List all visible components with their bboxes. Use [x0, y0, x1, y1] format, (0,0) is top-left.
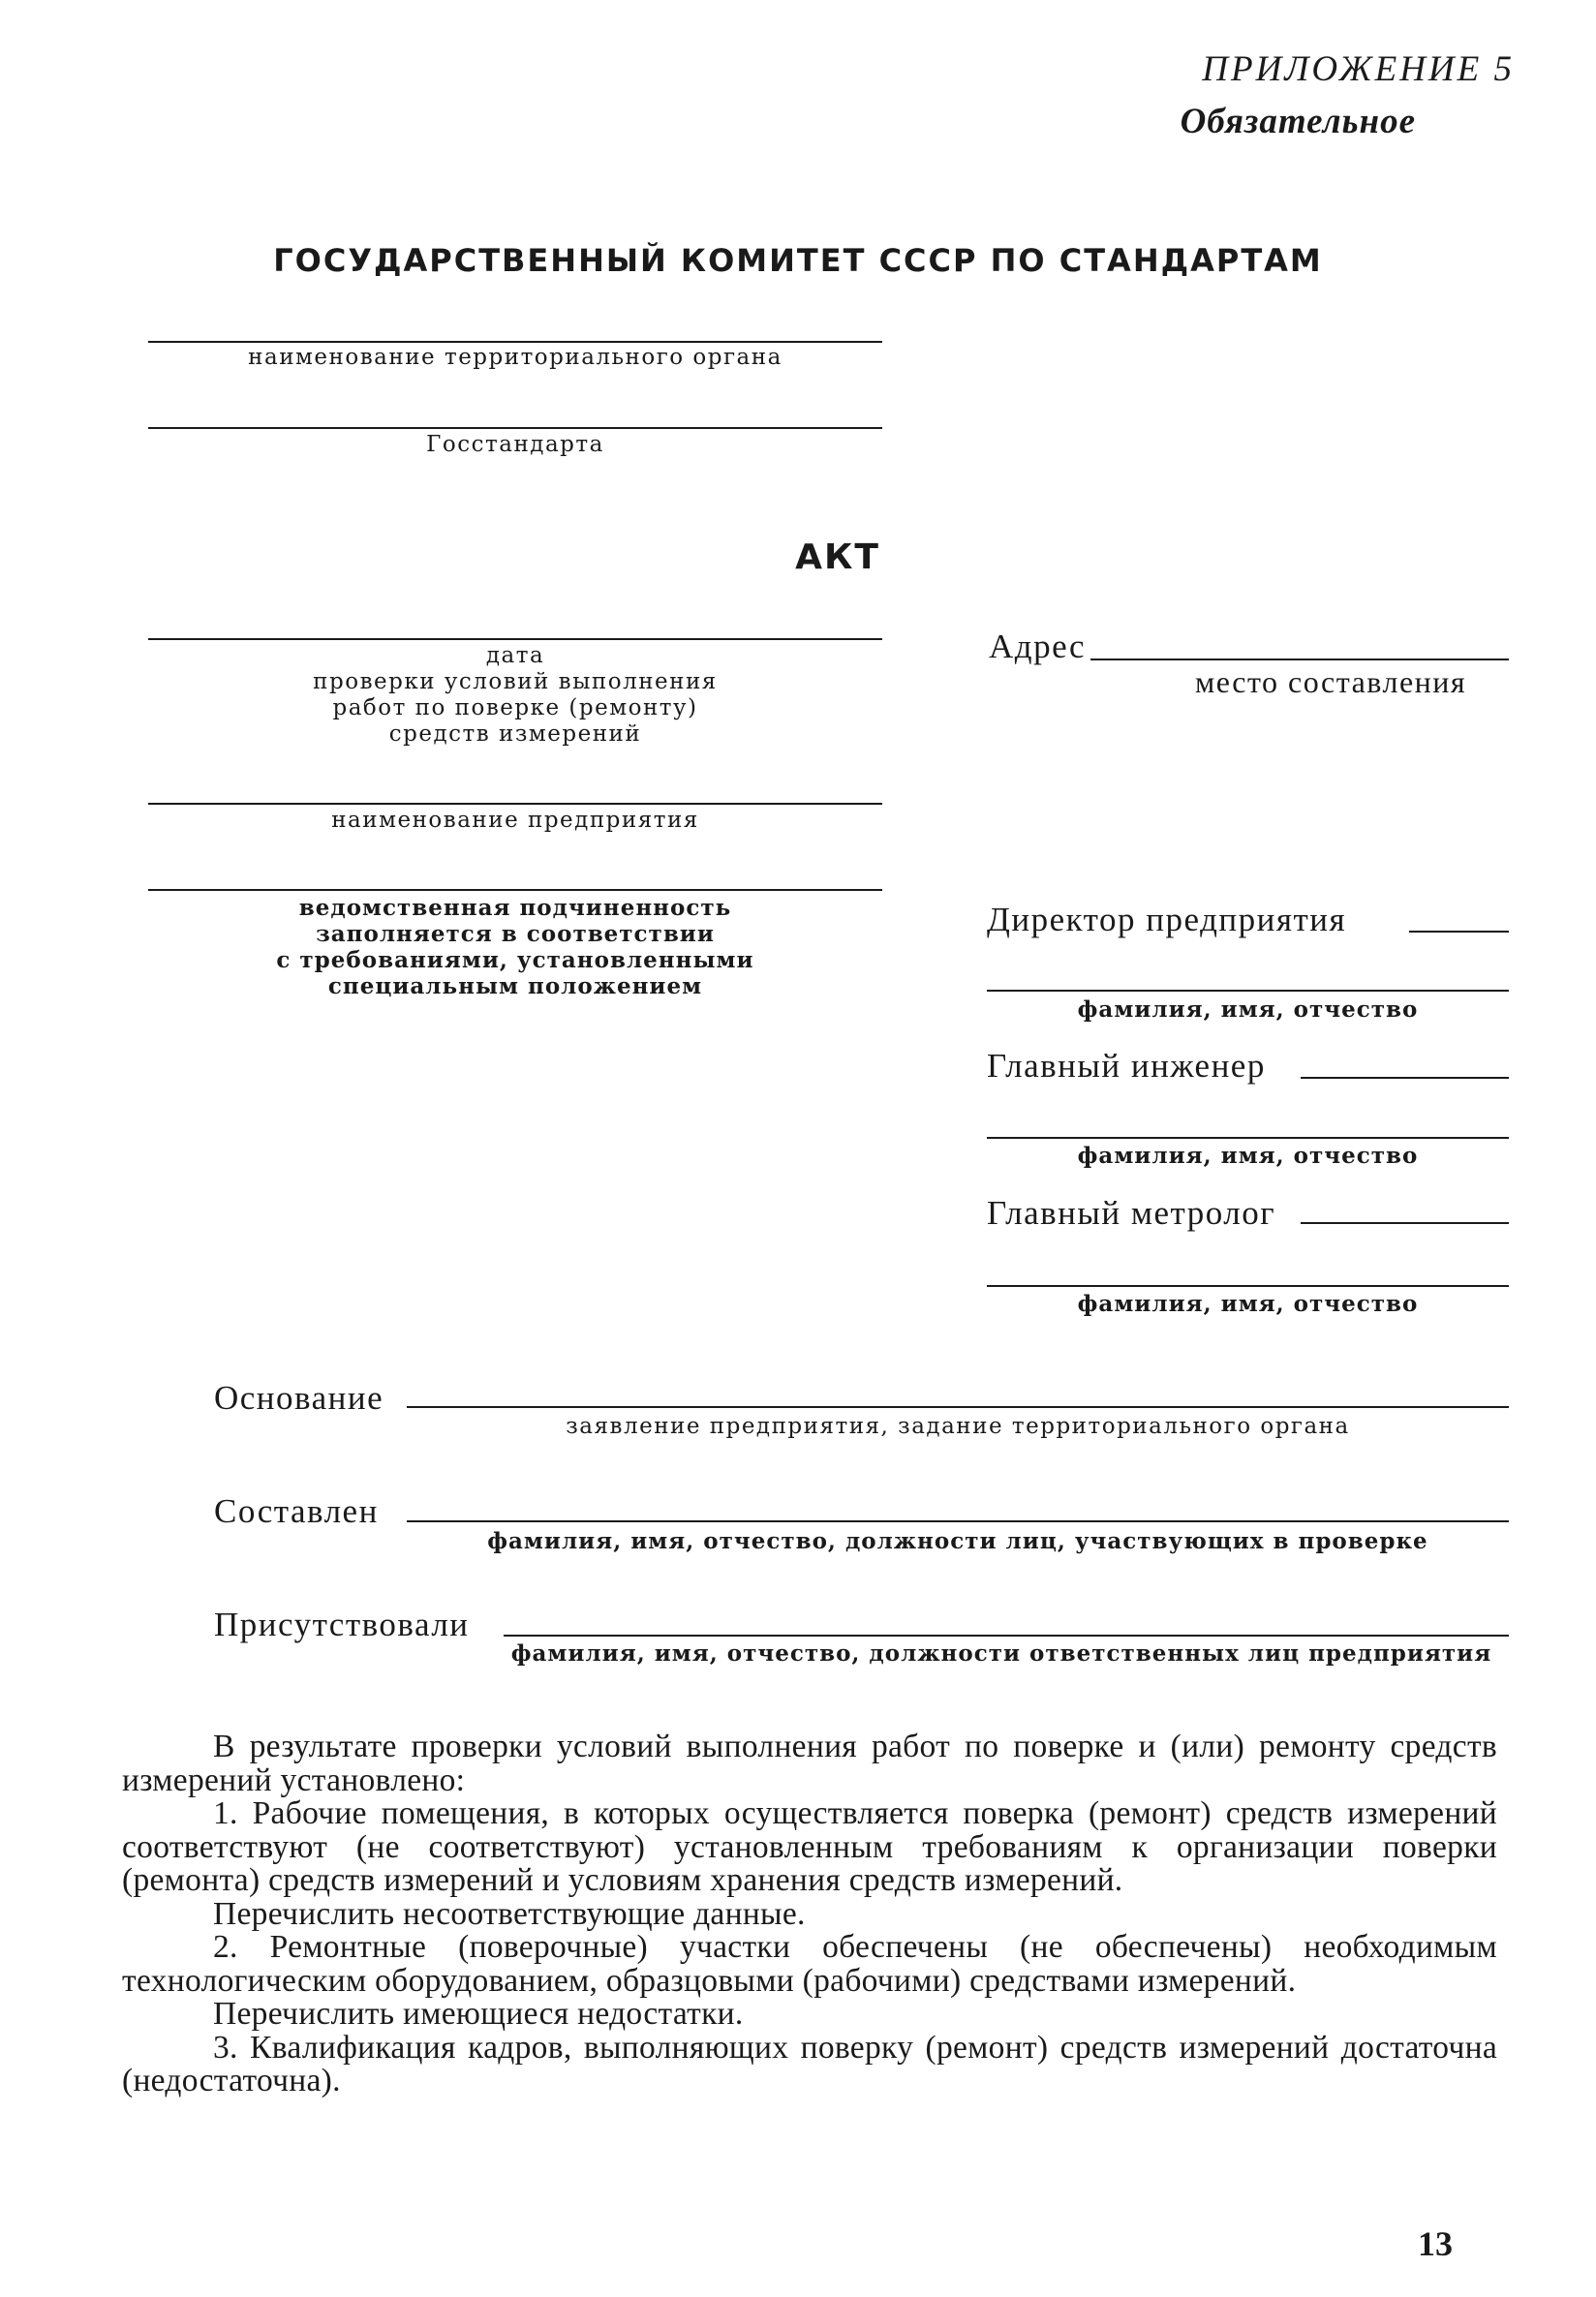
page-number: 13 [1418, 2224, 1453, 2263]
findings-item-1-note: Перечислить несоответствующие данные. [213, 1895, 806, 1932]
document-title: АКТ [795, 537, 880, 577]
chief-engineer-name-line [987, 1137, 1509, 1139]
basis-label: Основание [214, 1379, 384, 1417]
findings-item-2-note: Перечислить имеющиеся недостатки. [213, 1996, 744, 2032]
territorial-caption: наименование территориального органа [248, 345, 783, 370]
subordination-caption-line: заполняется в соответствии [316, 921, 715, 947]
present-label: Присутствовали [214, 1606, 470, 1643]
enterprise-caption: наименование предприятия [331, 808, 699, 833]
fio-caption: фамилия, имя, отчество [1077, 996, 1419, 1023]
director-name-line [987, 990, 1509, 992]
compiled-caption: фамилия, имя, отчество, должности лиц, участвующих в проверке [487, 1528, 1428, 1554]
subordination-caption [148, 895, 882, 999]
date-caption-line: средств измерений [388, 721, 642, 747]
address-label: Адрес [989, 628, 1087, 665]
chief-engineer-signature-line [1301, 1077, 1509, 1079]
findings-item-3: 3. Квалификация кадров, выполняющих поверку (ремонт) средств измерений достаточна (недостаточна). [122, 2029, 1497, 2098]
enterprise-line [148, 803, 882, 805]
subordination-line [148, 889, 882, 891]
gosstandart-line [148, 427, 882, 429]
committee-title: ГОСУДАРСТВЕННЫЙ КОМИТЕТ СССР ПО СТАНДАРТАМ [273, 242, 1323, 279]
date-caption-line: дата [485, 643, 545, 668]
compiled-label: Составлен [214, 1492, 379, 1530]
subordination-caption-line: специальным положением [327, 973, 703, 999]
findings-intro: В результате проверки условий выполнения работ по поверке и (или) ремонту средств измерений установлено: [122, 1729, 1497, 1798]
findings-item-2: 2. Ремонтные (поверочные) участки обеспечены (не обеспечены) необходимым технологическим оборудованием, образцовыми (рабочими) средствами измерений. [122, 1929, 1497, 1999]
director-label: Директор предприятия [987, 901, 1347, 938]
basis-caption: заявление предприятия, задание территориального органа [566, 1414, 1350, 1439]
annex-number: ПРИЛОЖЕНИЕ 5 [1202, 49, 1515, 89]
date-caption [148, 643, 882, 748]
findings-item-1: 1. Рабочие помещения, в которых осуществляется поверка (ремонт) средств измерений соответствуют (не соответствуют) установленным требованиям к организации поверки (ремонта) средств измерений и условиям хранения средств измерений. [122, 1795, 1497, 1898]
present-line [504, 1635, 1509, 1637]
director-signature-line [1409, 931, 1509, 933]
annex-status: Обязательное [1180, 102, 1416, 141]
fio-caption: фамилия, имя, отчество [1077, 1143, 1419, 1169]
chief-engineer-label: Главный инженер [987, 1047, 1266, 1085]
date-line [148, 638, 882, 640]
date-caption-line: работ по поверке (ремонту) [332, 695, 698, 720]
territorial-line [148, 341, 882, 343]
chief-metrologist-label: Главный метролог [987, 1194, 1276, 1232]
chief-metrologist-name-line [987, 1285, 1509, 1287]
address-line [1090, 658, 1509, 660]
subordination-caption-line: с требованиями, установленными [276, 947, 754, 973]
compiled-line [407, 1520, 1509, 1522]
address-caption: место составления [1195, 664, 1467, 699]
gosstandart-caption: Госстандарта [426, 432, 604, 457]
chief-metrologist-signature-line [1301, 1222, 1509, 1224]
basis-line [407, 1406, 1509, 1408]
fio-caption: фамилия, имя, отчество [1077, 1291, 1419, 1317]
date-caption-line: проверки условий выполнения [313, 669, 718, 694]
subordination-caption-line: ведомственная подчиненность [298, 895, 732, 921]
present-caption: фамилия, имя, отчество, должности ответственных лиц предприятия [510, 1640, 1492, 1667]
findings-body [122, 1730, 1497, 2098]
